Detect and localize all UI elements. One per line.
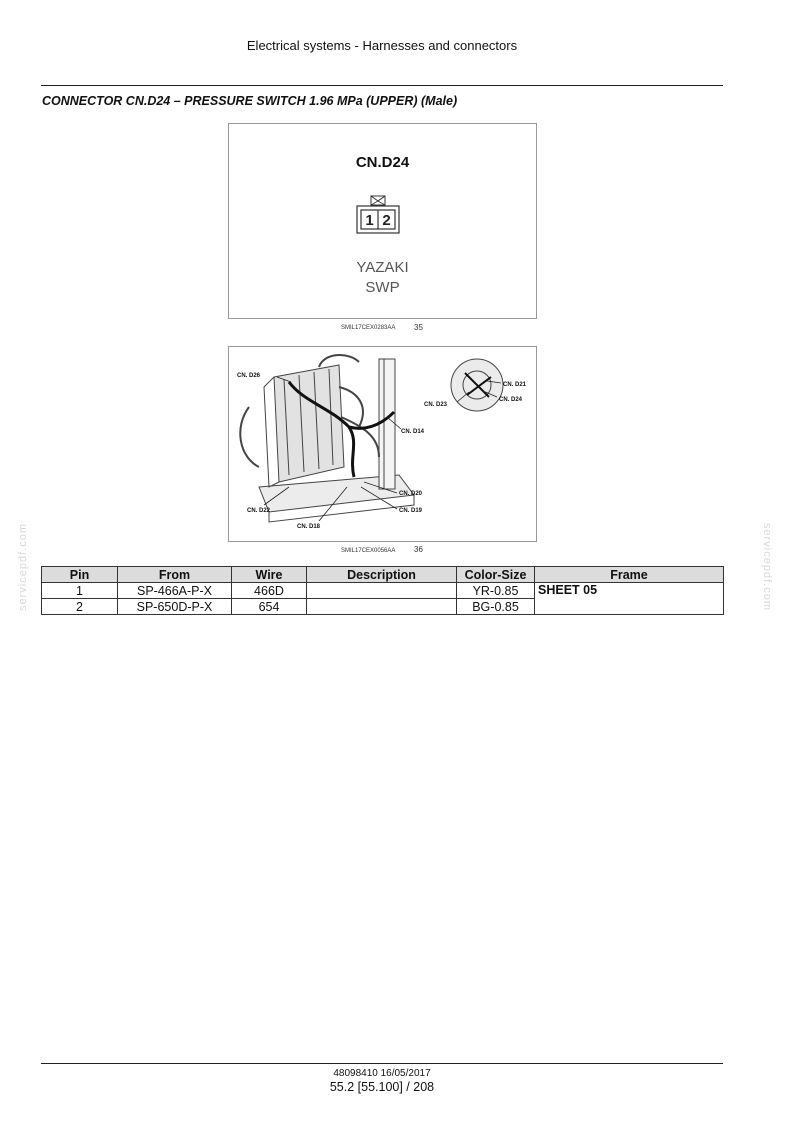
- cell-pin: 2: [42, 599, 118, 615]
- cell-pin: 1: [42, 583, 118, 599]
- cell-color-size: BG-0.85: [457, 599, 535, 615]
- cell-wire: 654: [232, 599, 307, 615]
- connector-diagram: [344, 194, 424, 239]
- label-cn-d23: CN. D23: [424, 402, 448, 408]
- pin-1-label: 1: [365, 212, 374, 229]
- col-header-color-size: Color-Size: [457, 567, 535, 583]
- section-title: CONNECTOR CN.D24 – PRESSURE SWITCH 1.96 MPa (UPPER) (Male): [42, 94, 458, 108]
- col-header-wire: Wire: [232, 567, 307, 583]
- cell-description: [307, 583, 457, 599]
- pin-table: [41, 566, 724, 615]
- connector-location-figure: [228, 346, 537, 542]
- col-header-frame: Frame: [535, 567, 724, 583]
- figure1-ref-code: SMIL17CEX0283AA: [341, 325, 396, 331]
- col-header-from: From: [118, 567, 232, 583]
- cell-from: SP-466A-P-X: [118, 583, 232, 599]
- label-cn-d26: CN. D26: [237, 373, 261, 379]
- cell-description: [307, 599, 457, 615]
- header-divider: [41, 85, 723, 86]
- label-cn-d20: CN. D20: [399, 491, 423, 497]
- footer-page-number: 55.2 [55.100] / 208: [329, 1080, 435, 1094]
- header-title: Electrical systems - Harnesses and connectors: [246, 38, 518, 53]
- col-header-pin: Pin: [42, 567, 118, 583]
- connector-series: SWP: [365, 279, 400, 296]
- label-cn-d22: CN. D22: [247, 508, 271, 514]
- footer-divider: [41, 1063, 723, 1064]
- cell-color-size: YR-0.85: [457, 583, 535, 599]
- connector-name: CN.D24: [355, 154, 410, 171]
- cell-wire: 466D: [232, 583, 307, 599]
- location-illustration: [229, 347, 536, 541]
- figure2-number: 36: [414, 545, 423, 554]
- label-cn-d24: CN. D24: [499, 397, 523, 403]
- cell-frame: SHEET 05: [535, 583, 724, 615]
- footer-doc-ref: 48098410 16/05/2017: [333, 1068, 431, 1079]
- connector-manufacturer: YAZAKI: [356, 259, 409, 276]
- watermark-right: servicepdf.com: [761, 523, 773, 611]
- label-cn-d21: CN. D21: [503, 382, 527, 388]
- label-cn-d19: CN. D19: [399, 508, 423, 514]
- watermark-left: servicepdf.com: [17, 523, 29, 611]
- label-cn-d18: CN. D18: [297, 524, 321, 530]
- pin-2-label: 2: [382, 212, 391, 229]
- label-cn-d14: CN. D14: [401, 429, 425, 435]
- figure2-ref-code: SMIL17CEX0056AA: [341, 548, 396, 554]
- table-row: [42, 583, 724, 599]
- table-header-row: [42, 567, 724, 583]
- connector-face-figure: [228, 123, 537, 319]
- cell-from: SP-650D-P-X: [118, 599, 232, 615]
- col-header-description: Description: [307, 567, 457, 583]
- figure1-number: 35: [414, 323, 423, 332]
